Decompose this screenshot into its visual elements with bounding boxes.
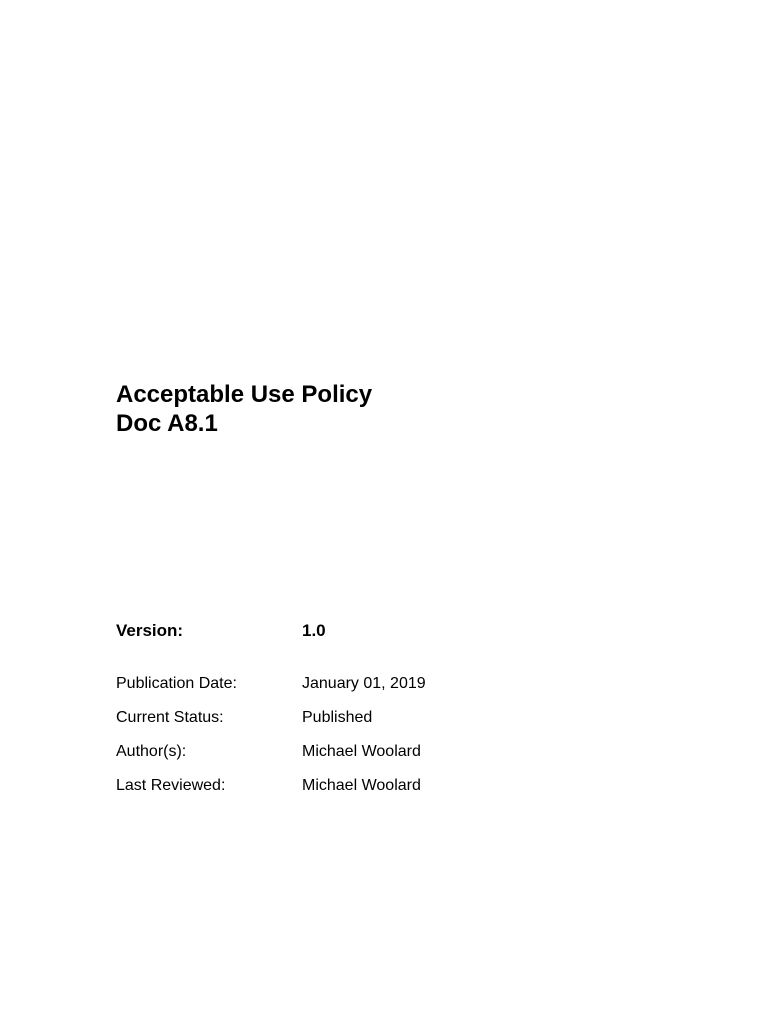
publication-date-value: January 01, 2019 bbox=[302, 675, 426, 692]
current-status-value: Published bbox=[302, 709, 373, 726]
authors-value: Michael Woolard bbox=[302, 743, 421, 760]
last-reviewed-label: Last Reviewed: bbox=[116, 777, 226, 794]
version-value: 1.0 bbox=[302, 621, 326, 640]
document-id: Doc A8.1 bbox=[116, 410, 218, 437]
publication-date-label: Publication Date: bbox=[116, 675, 237, 692]
last-reviewed-value: Michael Woolard bbox=[302, 777, 421, 794]
document-title: Acceptable Use Policy bbox=[116, 381, 373, 408]
title-block bbox=[116, 380, 372, 438]
version-label: Version: bbox=[116, 621, 184, 640]
authors-label: Author(s): bbox=[116, 743, 187, 760]
current-status-label: Current Status: bbox=[116, 709, 224, 726]
